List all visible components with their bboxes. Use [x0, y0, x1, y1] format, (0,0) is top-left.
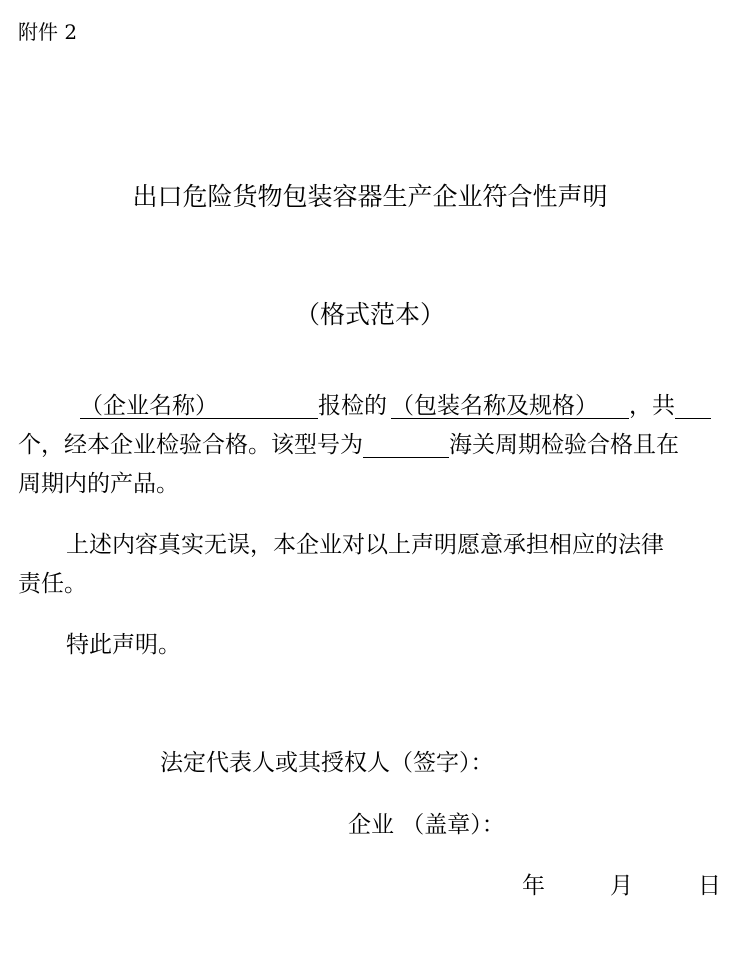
para1-text-a: 报检的: [318, 393, 387, 419]
para3: 特此声明。: [66, 632, 181, 658]
para1-text-c: 个，经本企业检验合格。该型号为: [18, 432, 363, 458]
company-name-placeholder: （企业名称）: [80, 393, 218, 419]
package-blank: [391, 394, 629, 419]
model-blank: [363, 433, 449, 458]
para1-text-b: ，共: [629, 393, 675, 419]
attachment-label: 附件 2: [18, 20, 78, 44]
para2-line2: 责任。: [18, 571, 87, 597]
company-seal-label: 企业 （盖章）：: [348, 812, 505, 838]
date-month-label: 月: [610, 873, 633, 899]
date-year-label: 年: [522, 873, 545, 899]
date-day-label: 日: [698, 873, 721, 899]
document-subtitle: （格式范本）: [294, 300, 445, 329]
quantity-blank: [675, 394, 711, 419]
package-placeholder: （包装名称及规格）: [391, 393, 598, 419]
company-name-blank: [80, 394, 318, 419]
para1-text-d: 海关周期检验合格且在: [449, 432, 679, 458]
para1-line3: 周期内的产品。: [18, 471, 179, 497]
para1-line1: [80, 387, 711, 420]
para1-line2: [18, 426, 679, 459]
representative-signature-label: 法定代表人或其授权人（签字）：: [160, 750, 494, 776]
document-title: 出口危险货物包装容器生产企业符合性声明: [132, 182, 608, 211]
para2-line1: 上述内容真实无误，本企业对以上声明愿意承担相应的法律: [66, 532, 664, 558]
